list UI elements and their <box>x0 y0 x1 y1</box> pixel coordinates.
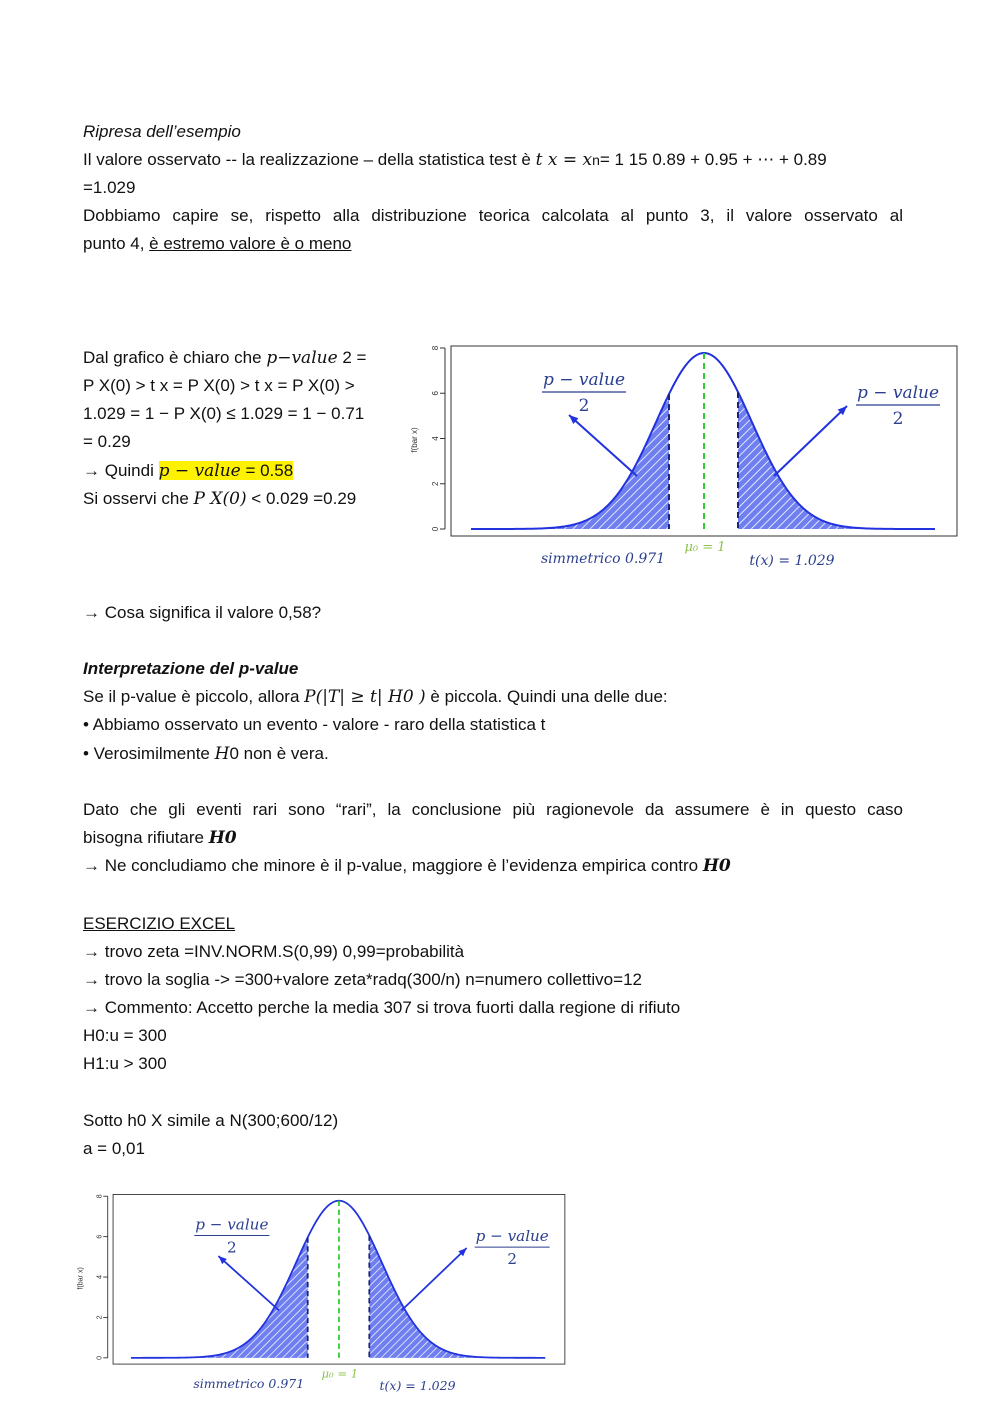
normal-curve-figure-2 <box>72 1188 572 1400</box>
left-tail-area <box>131 1237 308 1357</box>
mu-label: μ₀ = 1 <box>684 540 726 555</box>
symmetric-label: simmetrico 0.971 <box>540 551 666 567</box>
left-tail-area <box>471 394 669 529</box>
text-line: → Ne concludiamo che minore è il p-value, maggiore è l’evidenza empirica contro H0 <box>83 856 731 876</box>
density-curve <box>131 1201 545 1358</box>
mu-label: μ₀ = 1 <box>321 1366 359 1381</box>
text-line: bisogna rifiutare H0 <box>83 828 237 848</box>
y-tick-label: 0 <box>95 1355 104 1360</box>
bullet-item: • Verosimilmente H0 non è vera. <box>83 744 329 764</box>
right-tail-area <box>369 1236 545 1358</box>
t-observed-label: t(x) = 1.029 <box>749 553 835 569</box>
text-line: Dal grafico è chiaro che p−value 2 = <box>83 348 367 368</box>
left-pvalue-label-numerator: p − value <box>542 370 626 390</box>
text-line: = 0.29 <box>83 432 131 451</box>
symmetric-label: simmetrico 0.971 <box>193 1376 305 1392</box>
text-line: → Commento: Accetto perche la media 307 si trova fuorti dalla regione di rifiuto <box>83 998 681 1017</box>
t-observed-label: t(x) = 1.029 <box>379 1377 456 1393</box>
text-line: H1:u > 300 <box>83 1054 167 1073</box>
section-heading: Ripresa dell’esempio <box>83 122 241 141</box>
right-pvalue-label-numerator: p − value <box>856 383 940 403</box>
question-line: → Cosa significa il valore 0,58? <box>83 603 322 622</box>
y-tick-label: 2 <box>431 481 441 486</box>
text-line: Dobbiamo capire se, rispetto alla distribuzione teorica calcolata al punto 3, il valore osservato al <box>83 206 903 225</box>
y-tick-label: 6 <box>95 1234 104 1239</box>
text-line: Il valore osservato -- la realizzazione – della statistica test è t x = xn= 1 15 0.89 + 0.95 + ⋯ + 0.89 <box>83 150 827 170</box>
y-tick-label: 4 <box>431 436 441 441</box>
text-line: Dato che gli eventi rari sono “rari”, la conclusione più ragionevole da assumere è in questo caso <box>83 800 903 819</box>
y-tick-label: 4 <box>95 1275 104 1280</box>
y-axis-label: f(bar x) <box>410 427 419 453</box>
left-pvalue-label-denominator: 2 <box>578 396 590 416</box>
right-pvalue-label-denominator: 2 <box>892 409 904 429</box>
text-line: 1.029 = 1 − P X(0) ≤ 1.029 = 1 − 0.71 <box>83 404 365 423</box>
text-line: → trovo zeta =INV.NORM.S(0,99) 0,99=probabilità <box>83 942 465 961</box>
text-line: punto 4, è estremo valore è o meno <box>83 234 352 253</box>
interp-heading: Interpretazione del p-value <box>83 659 299 678</box>
y-axis-label: f(bar x) <box>76 1267 85 1290</box>
text-line: H0:u = 300 <box>83 1026 167 1045</box>
excel-heading: ESERCIZIO EXCEL <box>83 914 236 933</box>
left-arrow <box>569 415 637 476</box>
text-line: Si osservi che P X(0) < 0.029 =0.29 <box>83 489 357 509</box>
text-line: =1.029 <box>83 178 136 197</box>
y-tick-label: 8 <box>431 345 441 351</box>
bullet-item: • Abbiamo osservato un evento - valore - raro della statistica t <box>83 715 546 734</box>
text-line: a = 0,01 <box>83 1139 145 1158</box>
normal-curve-figure-1 <box>405 340 965 575</box>
y-tick-label: 2 <box>95 1315 104 1320</box>
text-line: → Quindi p − value = 0.58 <box>83 461 294 481</box>
right-pvalue-label-numerator: p − value <box>475 1226 549 1245</box>
left-arrow <box>218 1256 279 1310</box>
right-arrow <box>401 1248 466 1311</box>
left-pvalue-label-numerator: p − value <box>195 1215 269 1234</box>
y-tick-label: 0 <box>431 526 441 532</box>
text-line: Sotto h0 X simile a N(300;600/12) <box>83 1111 339 1130</box>
left-pvalue-label-denominator: 2 <box>226 1238 237 1257</box>
right-arrow <box>774 406 847 476</box>
y-tick-label: 8 <box>95 1194 104 1199</box>
right-pvalue-label-denominator: 2 <box>507 1250 518 1269</box>
density-curve <box>471 353 935 529</box>
highlighted-result: p − value = 0.58 <box>158 461 294 481</box>
text-line: P X(0) > t x = P X(0) > t x = P X(0) > <box>83 376 355 395</box>
text-line: → trovo la soglia -> =300+valore zeta*radq(300/n) n=numero collettivo=12 <box>83 970 642 989</box>
text-line: Se il p-value è piccolo, allora P(|T| ≥ t| H0 ) è piccola. Quindi una delle due: <box>83 687 668 707</box>
right-tail-area <box>738 392 935 529</box>
y-tick-label: 6 <box>431 391 441 396</box>
